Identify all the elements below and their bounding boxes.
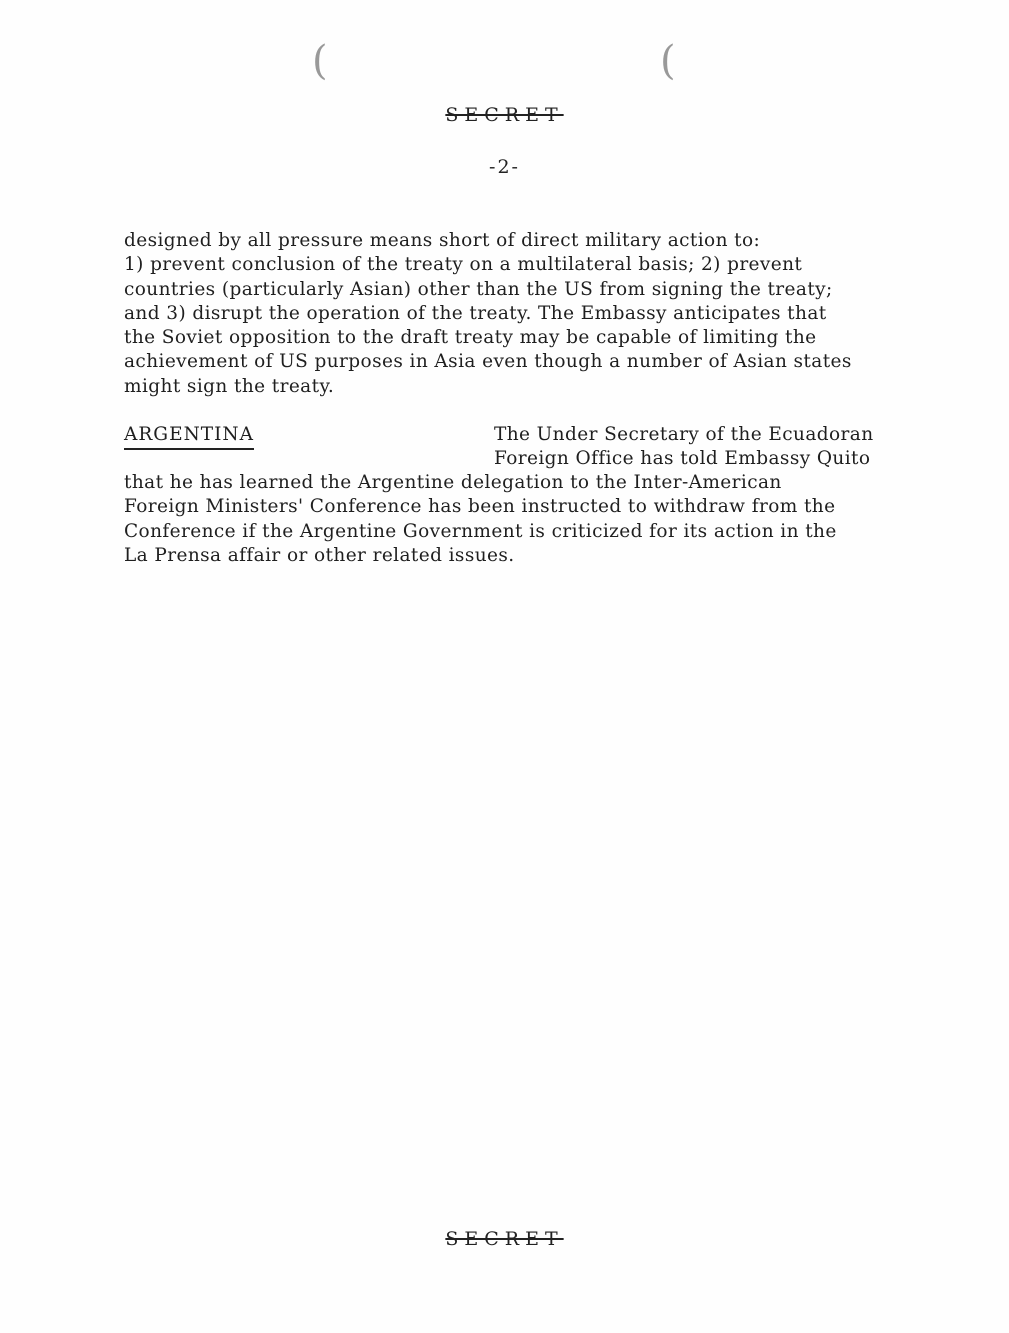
- bottom-classification-marking: SECRET: [445, 1228, 564, 1250]
- text-line: and 3) disrupt the operation of the treaty. The Embassy anticipates that: [124, 302, 827, 324]
- text-line: designed by all pressure means short of direct military action to:: [124, 230, 761, 251]
- paragraph-soviet-opposition: [124, 229, 924, 399]
- text-line: 1) prevent conclusion of the treaty on a multilateral basis; 2) prevent: [124, 254, 803, 276]
- top-classification-marking: SECRET: [445, 104, 564, 126]
- argentina-paragraph-lead: [494, 423, 874, 472]
- text-line: that he has learned the Argentine delegation to the Inter-American: [124, 472, 782, 493]
- text-line: might sign the treaty.: [124, 375, 335, 397]
- text-line: countries (particularly Asian) other than the US from signing the treaty;: [124, 278, 833, 300]
- text-line: Conference if the Argentine Government is criticized for its action in the: [124, 520, 837, 542]
- argentina-paragraph-body: [124, 471, 837, 568]
- scan-mark-paren-left: (: [312, 38, 328, 84]
- text-line: achievement of US purposes in Asia even though a number of Asian states: [124, 351, 852, 373]
- page-number: -2-: [489, 156, 520, 178]
- text-line: Foreign Ministers' Conference has been instructed to withdraw from the: [124, 496, 836, 518]
- scan-mark-paren-right: (: [660, 38, 676, 84]
- text-line: Foreign Office has told Embassy Quito: [494, 448, 871, 470]
- text-line: the Soviet opposition to the draft treaty may be capable of limiting the: [124, 327, 817, 349]
- text-line: The Under Secretary of the Ecuadoran: [494, 424, 874, 445]
- section-heading-argentina: ARGENTINA: [124, 423, 254, 450]
- text-line: La Prensa affair or other related issues.: [124, 544, 515, 566]
